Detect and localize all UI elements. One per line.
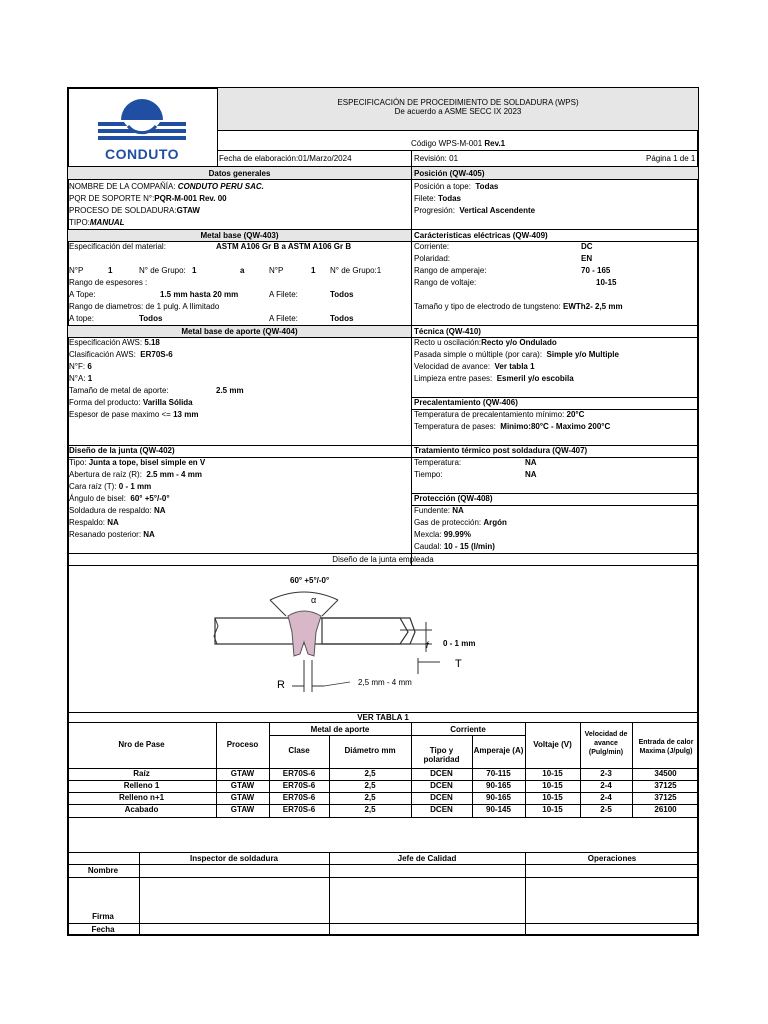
caudal-row: Caudal: 10 - 15 (l/min) [414, 542, 495, 551]
np1-value: 1 [108, 266, 113, 275]
grupo1-value: 1 [192, 266, 197, 275]
respaldo-row: Respaldo: NA [69, 518, 119, 527]
sig-firma-label: Firma [92, 912, 114, 921]
th-amperaje: Amperaje (A) [473, 746, 524, 755]
nf-row: N°F: 6 [69, 362, 92, 371]
polaridad-value: EN [581, 254, 593, 263]
sig-jefe: Jefe de Calidad [397, 854, 457, 863]
weld-bead [288, 611, 321, 656]
th-calor: Entrada de calor Maxima (J/pulg) [638, 739, 694, 755]
cell-tipo: DCEN [430, 805, 453, 814]
cell-diametro: 2,5 [364, 793, 376, 802]
rango-diametros: Rango de diametros: de 1 pulg. A Ilimitado [69, 302, 220, 311]
trat-temp-value: NA [525, 458, 537, 467]
cell-tipo: DCEN [430, 769, 453, 778]
doc-subtitle: De acuerdo a ASME SECC IX 2023 [394, 107, 522, 116]
section-posicion: Posición (QW-405) [414, 169, 485, 178]
cell-amperaje: 90-165 [486, 793, 511, 802]
amperaje-value: 70 - 165 [581, 266, 611, 275]
np1-label: N°P [69, 266, 84, 275]
cell-proceso: GTAW [230, 769, 255, 778]
sig-nombre-label: Nombre [87, 866, 119, 875]
section-metal-base: Metal base (QW-403) [200, 231, 279, 240]
cell-tipo: DCEN [430, 793, 453, 802]
pagina: Página 1 de 1 [646, 154, 696, 163]
th-proceso: Proceso [226, 740, 259, 749]
cell-amperaje: 70-115 [486, 769, 511, 778]
r-label: R [277, 679, 285, 691]
cell-velocidad: 2-5 [600, 805, 612, 814]
fundente-row: Fundente: NA [414, 506, 464, 515]
atope-label: A Tope: [69, 290, 96, 299]
cell-pase: Relleno n+1 [118, 793, 165, 802]
joint-diagram [200, 570, 500, 710]
tamano-label: Tamaño de metal de aporte: [69, 386, 169, 395]
clasificacion-row: Clasificación AWS: ER70S-6 [69, 350, 173, 359]
forma-row: Forma del producto: Varilla Sólida [69, 398, 193, 407]
th-metal: Metal de aporte [310, 725, 370, 734]
root-face-label: 0 - 1 mm [443, 639, 476, 648]
cell-diametro: 2,5 [364, 781, 376, 790]
cell-velocidad: 2-4 [600, 781, 612, 790]
electrodo-row: Tamaño y tipo de electrodo de tungsteno: EWTh2- 2,5 mm [414, 302, 623, 311]
trat-tiempo-value: NA [525, 470, 537, 479]
gas-row: Gas de protección: Argón [414, 518, 507, 527]
cell-calor: 37125 [654, 781, 677, 790]
tipo-row: TIPO:MANUAL [69, 218, 125, 227]
section-proteccion: Protección (QW-408) [414, 494, 493, 503]
th-clase: Clase [288, 746, 310, 755]
atope-value: 1.5 mm hasta 20 mm [160, 290, 239, 299]
posicion-filete: Filete: Todas [414, 194, 461, 203]
section-tratamiento: Tratamiento térmico post soldadura (QW-407) [414, 446, 588, 455]
corriente-value: DC [581, 242, 593, 251]
sig-operaciones: Operaciones [587, 854, 637, 863]
mezcla-row: Mexcla: 99.99% [414, 530, 471, 539]
sold-respaldo-row: Soldadura de respaldo: NA [69, 506, 166, 515]
pqr-row: PQR DE SOPORTE N°:PQR-M-001 Rev. 00 [69, 194, 227, 203]
section-diseno-junta: Diseño de la junta (QW-402) [69, 446, 175, 455]
cell-proceso: GTAW [230, 793, 255, 802]
th-diametro: Diámetro mm [344, 746, 396, 755]
grupo1-label: N° de Grupo: [139, 266, 186, 275]
trat-temp-label: Temperatura: [414, 458, 462, 467]
afilete-value: Todos [330, 290, 354, 299]
espec-material-label: Especificación del material: [69, 242, 166, 251]
cell-diametro: 2,5 [364, 769, 376, 778]
polaridad-label: Polaridad: [414, 254, 451, 263]
abertura-row: Abertura de raíz (R): 2.5 mm - 4 mm [69, 470, 202, 479]
compania-row: NOMBRE DE LA COMPAÑÍA: CONDUTO PERU SAC. [69, 182, 264, 191]
cell-voltaje: 10-15 [542, 793, 563, 802]
espesor-row: Espesor de pase maximo <= 13 mm [69, 410, 199, 419]
cell-voltaje: 10-15 [542, 805, 563, 814]
cell-calor: 26100 [654, 805, 677, 814]
metal-a: a [240, 266, 245, 275]
alpha-label: α [311, 595, 317, 605]
cell-tipo: DCEN [430, 781, 453, 790]
cell-voltaje: 10-15 [542, 769, 563, 778]
afilete2-value: Todos [330, 314, 354, 323]
th-tipo: Tipo y polaridad [423, 746, 460, 764]
sig-fecha-label: Fecha [91, 925, 115, 934]
f-label: f [426, 640, 429, 650]
atope2-label: A tope: [69, 314, 94, 323]
junta-tipo-row: Tipo: Junta a tope, bisel simple en V [69, 458, 206, 467]
sig-inspector: Inspector de soldadura [189, 854, 279, 863]
t-label: T [455, 658, 462, 670]
np2-value: 1 [311, 266, 316, 275]
posicion-tope: Posición a tope: Todas [414, 182, 499, 191]
fecha-elaboracion: Fecha de elaboración:01/Marzo/2024 [219, 154, 352, 163]
proceso-row: PROCESO DE SOLDADURA:GTAW [69, 206, 200, 215]
posicion-progresion: Progresión: Vertical Ascendente [414, 206, 536, 215]
table-title: VER TABLA 1 [357, 713, 409, 722]
afilete2-label: A Filete: [269, 314, 298, 323]
cell-clase: ER70S-6 [282, 805, 316, 814]
velocidad-row: Velocidad de avance: Ver tabla 1 [414, 362, 535, 371]
angle-label: 60° +5°/-0° [290, 576, 330, 585]
cell-amperaje: 90-145 [486, 805, 511, 814]
cell-amperaje: 90-165 [486, 781, 511, 790]
cell-clase: ER70S-6 [282, 781, 316, 790]
afilete-label: A Filete: [269, 290, 298, 299]
gap-label: 2,5 mm - 4 mm [358, 678, 412, 687]
atope2-value: Todos [139, 314, 163, 323]
aws-row: Especificación AWS: 5.18 [69, 338, 160, 347]
cell-clase: ER70S-6 [282, 769, 316, 778]
amperaje-label: Rango de amperaje: [414, 266, 487, 275]
rango-espesores: Rango de espesores : [69, 278, 148, 287]
np2-label: N°P [269, 266, 284, 275]
doc-title: ESPECIFICACIÓN DE PROCEDIMIENTO DE SOLDADURA (WPS) [337, 98, 579, 107]
cell-pase: Acabado [124, 805, 159, 814]
corriente-label: Corriente: [414, 242, 450, 251]
resanado-row: Resanado posterior: NA [69, 530, 155, 539]
espec-material-value: ASTM A106 Gr B a ASTM A106 Gr B [216, 242, 352, 251]
th-voltaje: Voltaje (V) [533, 740, 572, 749]
cell-pase: Relleno 1 [123, 781, 160, 790]
cell-velocidad: 2-3 [600, 769, 612, 778]
cell-voltaje: 10-15 [542, 781, 563, 790]
precal-pases-row: Temperatura de pases: Minimo:80°C - Maximo 200°C [414, 422, 611, 431]
section-metal-aporte: Metal base de aporte (QW-404) [181, 327, 298, 336]
trat-tiempo-label: Tiempo: [414, 470, 443, 479]
th-velocidad: Velocidad de avance (Pulg/min) [584, 731, 628, 756]
section-diagrama: Diseño de la junta empleada [332, 555, 434, 564]
cell-calor: 37125 [654, 793, 677, 802]
logo-text: CONDUTO [104, 146, 180, 162]
pasada-row: Pasada simple o múltiple (por cara): Simple y/o Multiple [414, 350, 619, 359]
cell-pase: Raíz [133, 769, 150, 778]
bevel-arc [270, 592, 338, 600]
recto-row: Recto u oscilación:Recto y/o Ondulado [414, 338, 557, 347]
revision: Revisión: 01 [414, 154, 459, 163]
na-row: N°A: 1 [69, 374, 93, 383]
angulo-row: Ángulo de bisel: 60° +5°/-0° [69, 494, 170, 503]
voltaje-value: 10-15 [596, 278, 617, 287]
cell-velocidad: 2-4 [600, 793, 612, 802]
cell-proceso: GTAW [230, 805, 255, 814]
doc-code: Código WPS-M-001 Rev.1 [411, 139, 506, 148]
section-caracteristicas: Carácteristicas eléctricas (QW-409) [414, 231, 548, 240]
limpieza-row: Limpieza entre pases: Esmeril y/o escobila [414, 374, 574, 383]
company-logo [94, 96, 190, 162]
cara-raiz-row: Cara raíz (T): 0 - 1 mm [69, 482, 152, 491]
grupo2: N° de Grupo:1 [330, 266, 382, 275]
section-tecnica: Técnica (QW-410) [414, 327, 481, 336]
precal-min-row: Temperatura de precalentamiento mínimo: 20°C [414, 410, 585, 419]
section-datos-generales: Datos generales [208, 169, 271, 178]
right-plate [322, 618, 415, 644]
tamano-value: 2.5 mm [216, 386, 244, 395]
voltaje-label: Rango de voltaje: [414, 278, 477, 287]
th-corriente: Corriente [450, 725, 486, 734]
th-pase: Nro de Pase [118, 740, 165, 749]
cell-proceso: GTAW [230, 781, 255, 790]
section-precalentamiento: Precalentamiento (QW-406) [414, 398, 518, 407]
cell-clase: ER70S-6 [282, 793, 316, 802]
cell-diametro: 2,5 [364, 805, 376, 814]
cell-calor: 34500 [654, 769, 677, 778]
